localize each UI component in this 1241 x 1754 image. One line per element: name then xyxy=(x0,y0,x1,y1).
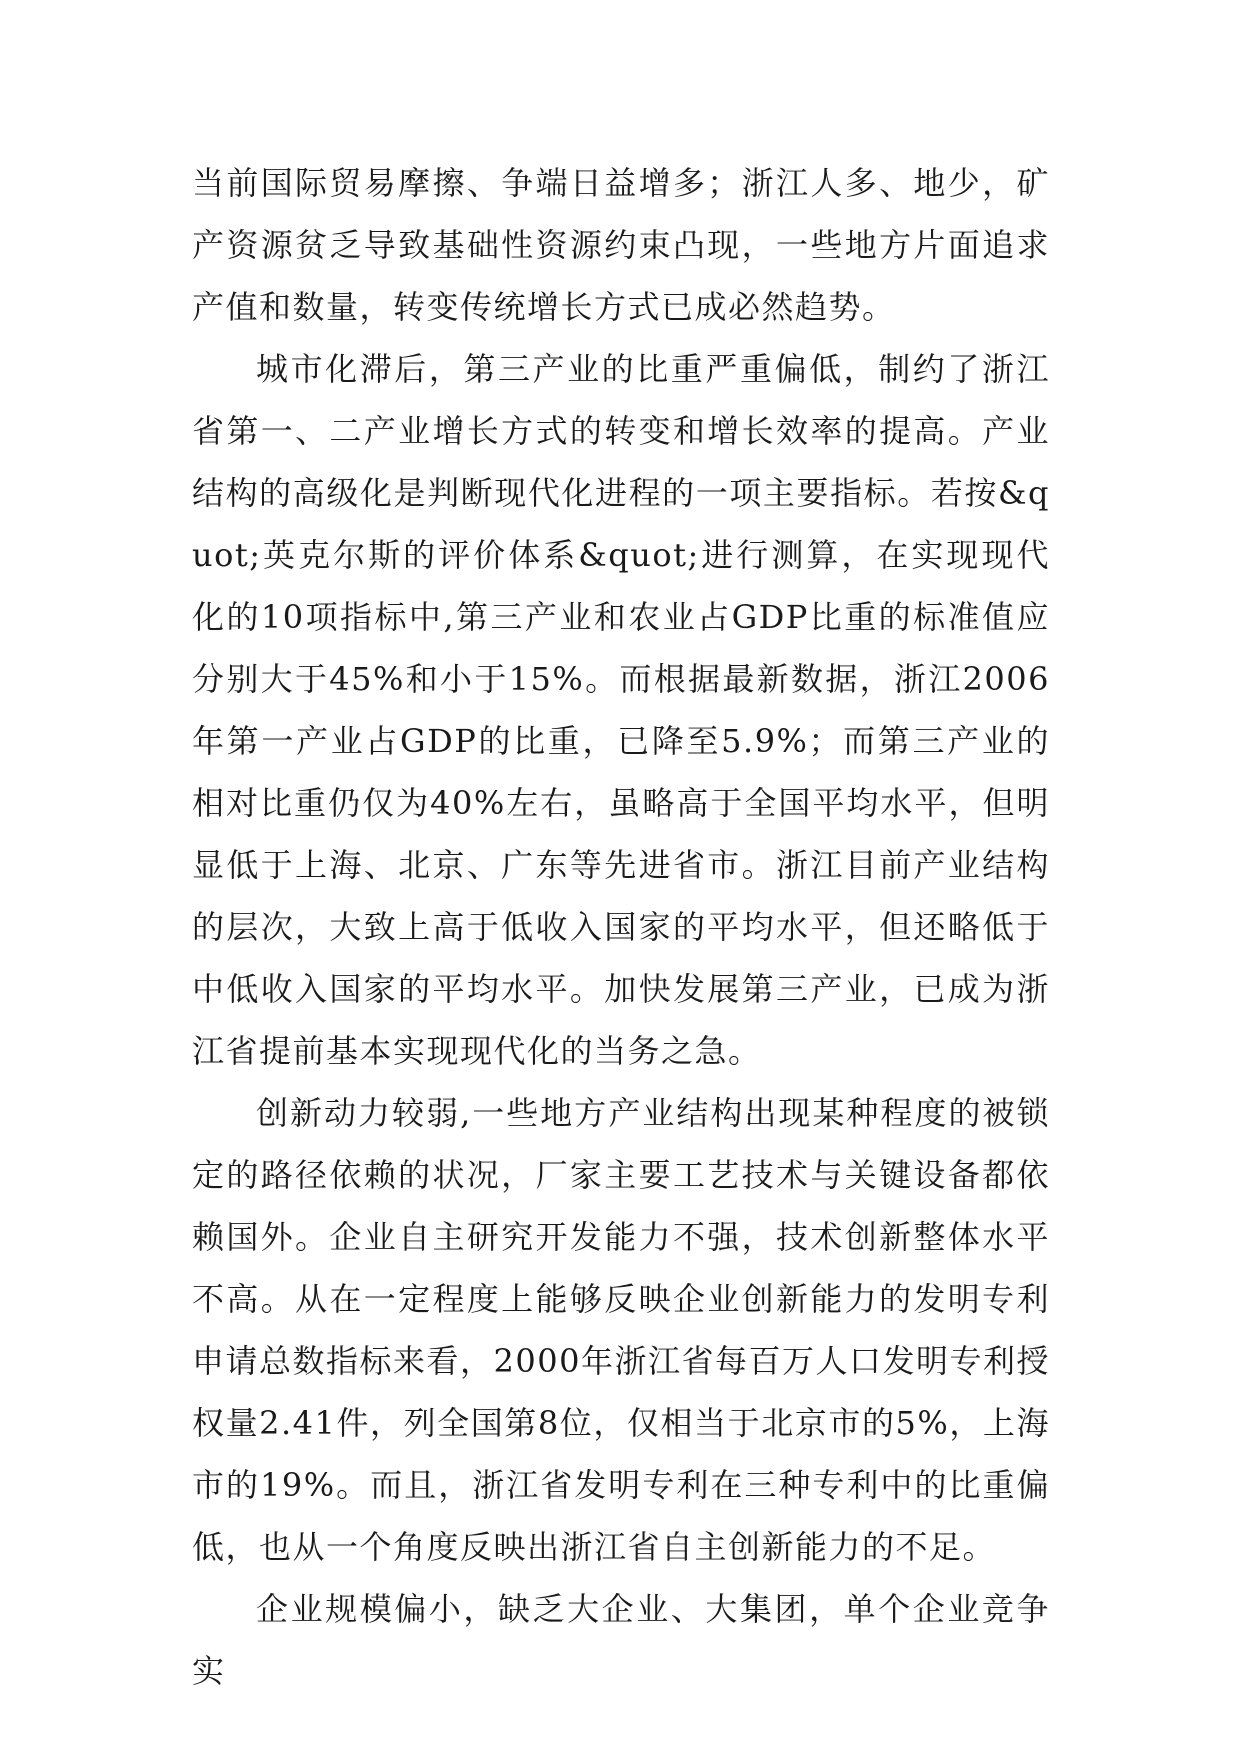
document-page xyxy=(192,152,1050,1702)
paragraph-resource-constraints: 当前国际贸易摩擦、争端日益增多；浙江人多、地少，矿产资源贫乏导致基础性资源约束凸现，一些地方片面追求产值和数量，转变传统增长方式已成必然趋势。 xyxy=(192,164,1050,326)
paragraph-urbanization-tertiary-industry: 城市化滞后，第三产业的比重严重偏低，制约了浙江省第一、二产业增长方式的转变和增长效率的提高。产业结构的高级化是判断现代化进程的一项主要指标。若按&quot;英克尔斯的评价体系&quot;进行测算，在实现现代化的10项指标中,第三产业和农业占GDP比重的标准值应分别大于45%和小于15%。而根据最新数据，浙江2006年第一产业占GDP的比重，已降至5.9%；而第三产业的相对比重仍仅为40%左右，虽略高于全国平均水平，但明显低于上海、北京、广东等先进省市。浙江目前产业结构的层次，大致上高于低收入国家的平均水平，但还略低于中低收入国家的平均水平。加快发展第三产业，已成为浙江省提前基本实现现代化的当务之急。 xyxy=(192,350,1050,1070)
paragraph-enterprise-scale: 企业规模偏小，缺乏大企业、大集团，单个企业竞争实 xyxy=(192,1590,1050,1690)
paragraph-innovation-capacity: 创新动力较弱,一些地方产业结构出现某种程度的被锁定的路径依赖的状况，厂家主要工艺技术与关键设备都依赖国外。企业自主研究开发能力不强，技术创新整体水平不高。从在一定程度上能够反映企业创新能力的发明专利申请总数指标来看，2000年浙江省每百万人口发明专利授权量2.41件，列全国第8位，仅相当于北京市的5%，上海市的19%。而且，浙江省发明专利在三种专利中的比重偏低，也从一个角度反映出浙江省自主创新能力的不足。 xyxy=(192,1094,1050,1566)
